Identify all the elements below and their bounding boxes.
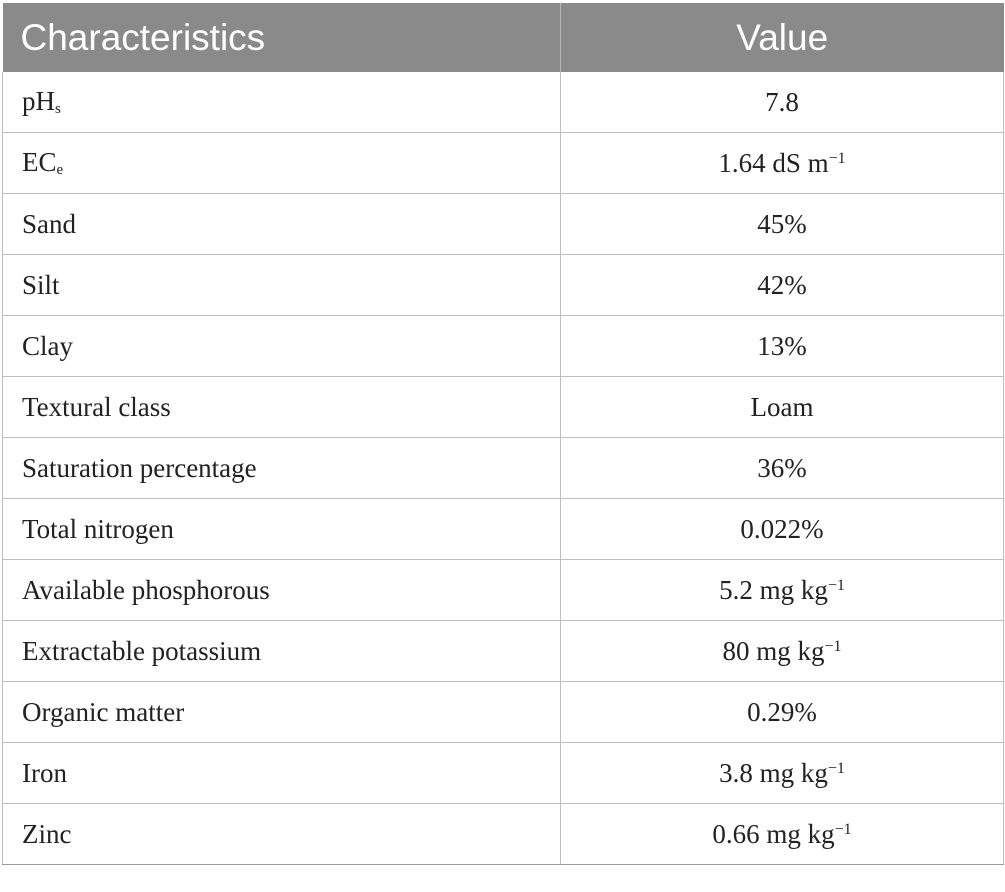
value-cell <box>561 377 1004 438</box>
value-cell <box>561 316 1004 377</box>
characteristic-subscript: s <box>55 101 61 117</box>
characteristic-subscript: e <box>56 162 64 178</box>
characteristic-label: Zinc <box>22 818 72 849</box>
characteristic-cell <box>3 499 561 560</box>
value-text: 0.022% <box>740 513 824 544</box>
value-cell <box>561 682 1004 743</box>
table-row <box>3 804 1004 865</box>
table-row <box>3 72 1004 133</box>
header-characteristics: Characteristics <box>3 3 561 72</box>
characteristic-cell <box>3 72 561 133</box>
value-cell <box>561 743 1004 804</box>
table-row <box>3 438 1004 499</box>
characteristic-label: Available phosphorous <box>22 574 270 605</box>
table-row <box>3 133 1004 194</box>
value-text: 7.8 <box>765 86 799 117</box>
value-cell <box>561 499 1004 560</box>
table-row <box>3 499 1004 560</box>
table-row <box>3 682 1004 743</box>
value-cell <box>561 804 1004 865</box>
soil-characteristics-table-container <box>2 3 1003 865</box>
value-text: 80 mg kg <box>722 635 825 666</box>
characteristic-label: pH <box>22 86 55 116</box>
value-text: Loam <box>750 391 814 422</box>
value-cell <box>561 194 1004 255</box>
characteristic-cell <box>3 621 561 682</box>
value-cell <box>561 72 1004 133</box>
soil-characteristics-table <box>2 3 1004 865</box>
characteristic-cell <box>3 133 561 194</box>
characteristic-label: Clay <box>22 330 73 361</box>
value-text: 0.29% <box>747 696 817 727</box>
characteristic-label: Sand <box>22 208 76 239</box>
value-text: 36% <box>757 452 807 483</box>
header-value: Value <box>561 3 1004 72</box>
unit-exponent: −1 <box>834 820 852 838</box>
characteristic-cell <box>3 560 561 621</box>
table-row <box>3 621 1004 682</box>
unit-exponent: −1 <box>828 149 846 167</box>
characteristic-label: Total nitrogen <box>22 513 174 544</box>
table-row <box>3 255 1004 316</box>
characteristic-cell <box>3 255 561 316</box>
unit-exponent: −1 <box>827 576 845 594</box>
characteristic-cell <box>3 682 561 743</box>
characteristic-label: Iron <box>22 757 67 788</box>
table-body <box>3 72 1004 865</box>
value-cell <box>561 438 1004 499</box>
unit-exponent: −1 <box>827 759 845 777</box>
characteristic-label: Silt <box>22 269 60 300</box>
characteristic-cell <box>3 316 561 377</box>
value-cell <box>561 255 1004 316</box>
characteristic-cell <box>3 743 561 804</box>
table-row <box>3 316 1004 377</box>
value-text: 5.2 mg kg <box>719 574 828 605</box>
table-header-row <box>3 3 1004 72</box>
value-cell <box>561 560 1004 621</box>
value-cell <box>561 133 1004 194</box>
value-text: 45% <box>757 208 807 239</box>
value-cell <box>561 621 1004 682</box>
value-text: 0.66 mg kg <box>712 818 835 849</box>
value-text: 13% <box>757 330 807 361</box>
value-text: 3.8 mg kg <box>719 757 828 788</box>
characteristic-label: EC <box>22 147 57 177</box>
table-row <box>3 743 1004 804</box>
table-row <box>3 560 1004 621</box>
characteristic-cell <box>3 804 561 865</box>
unit-exponent: −1 <box>824 637 842 655</box>
value-text: 42% <box>757 269 807 300</box>
characteristic-label: Organic matter <box>22 696 185 727</box>
characteristic-cell <box>3 377 561 438</box>
characteristic-label: Saturation percentage <box>22 452 257 483</box>
characteristic-cell <box>3 438 561 499</box>
value-text: 1.64 dS m <box>718 147 829 178</box>
characteristic-cell <box>3 194 561 255</box>
characteristic-label: Extractable potassium <box>22 635 262 666</box>
table-row <box>3 377 1004 438</box>
characteristic-label: Textural class <box>22 391 171 422</box>
table-row <box>3 194 1004 255</box>
